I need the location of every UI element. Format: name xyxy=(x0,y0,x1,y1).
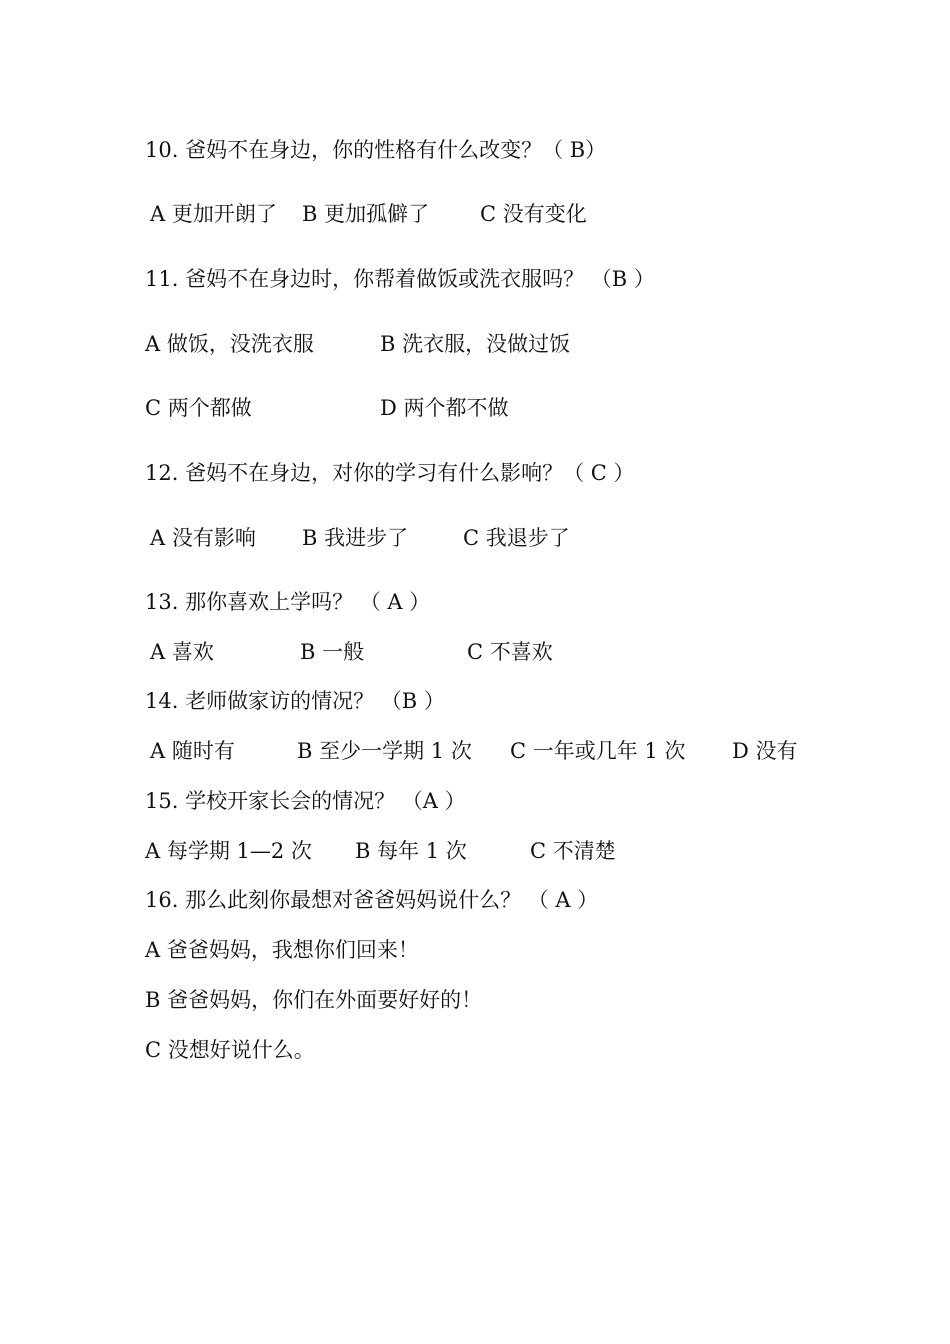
q14-option-d: D 没有 xyxy=(732,739,798,763)
q11-option-c: C 两个都做 xyxy=(145,396,252,420)
q16-option-a: A 爸爸妈妈，我想你们回来！ xyxy=(145,938,419,962)
question-15: 15. 学校开家长会的情况？ （A ） xyxy=(145,789,466,813)
question-16: 16. 那么此刻你最想对爸爸妈妈说什么？ （ A ） xyxy=(145,888,599,912)
q14-option-a: A 随时有 xyxy=(150,739,235,763)
question-11: 11. 爸妈不在身边时，你帮着做饭或洗衣服吗？ （B ） xyxy=(145,267,655,291)
q11-option-b: B 洗衣服，没做过饭 xyxy=(380,332,571,356)
q14-option-c: C 一年或几年 1 次 xyxy=(510,739,686,763)
q13-option-c: C 不喜欢 xyxy=(467,640,553,664)
q14-option-b: B 至少一学期 1 次 xyxy=(297,739,472,763)
q13-option-b: B 一般 xyxy=(300,640,365,664)
q10-option-b: B 更加孤僻了 xyxy=(302,202,430,226)
question-13: 13. 那你喜欢上学吗？ （ A ） xyxy=(145,590,431,614)
q16-option-b: B 爸爸妈妈，你们在外面要好好的！ xyxy=(145,988,483,1012)
q11-option-d: D 两个都不做 xyxy=(380,396,509,420)
q16-option-c: C 没想好说什么。 xyxy=(145,1038,315,1062)
question-10: 10. 爸妈不在身边，你的性格有什么改变？（ B） xyxy=(145,138,607,162)
q15-option-c: C 不清楚 xyxy=(530,839,616,863)
q13-option-a: A 喜欢 xyxy=(150,640,214,664)
q10-option-a: A 更加开朗了 xyxy=(150,202,277,226)
question-14: 14. 老师做家访的情况？ （B ） xyxy=(145,689,445,713)
q15-option-a: A 每学期 1—2 次 xyxy=(145,839,312,863)
q12-option-a: A 没有影响 xyxy=(150,526,256,550)
question-12: 12. 爸妈不在身边，对你的学习有什么影响？（ C ） xyxy=(145,461,635,485)
q11-option-a: A 做饭，没洗衣服 xyxy=(145,332,314,356)
q15-option-b: B 每年 1 次 xyxy=(355,839,467,863)
q12-option-b: B 我进步了 xyxy=(302,526,409,550)
q12-option-c: C 我退步了 xyxy=(463,526,570,550)
q10-option-c: C 没有变化 xyxy=(480,202,587,226)
